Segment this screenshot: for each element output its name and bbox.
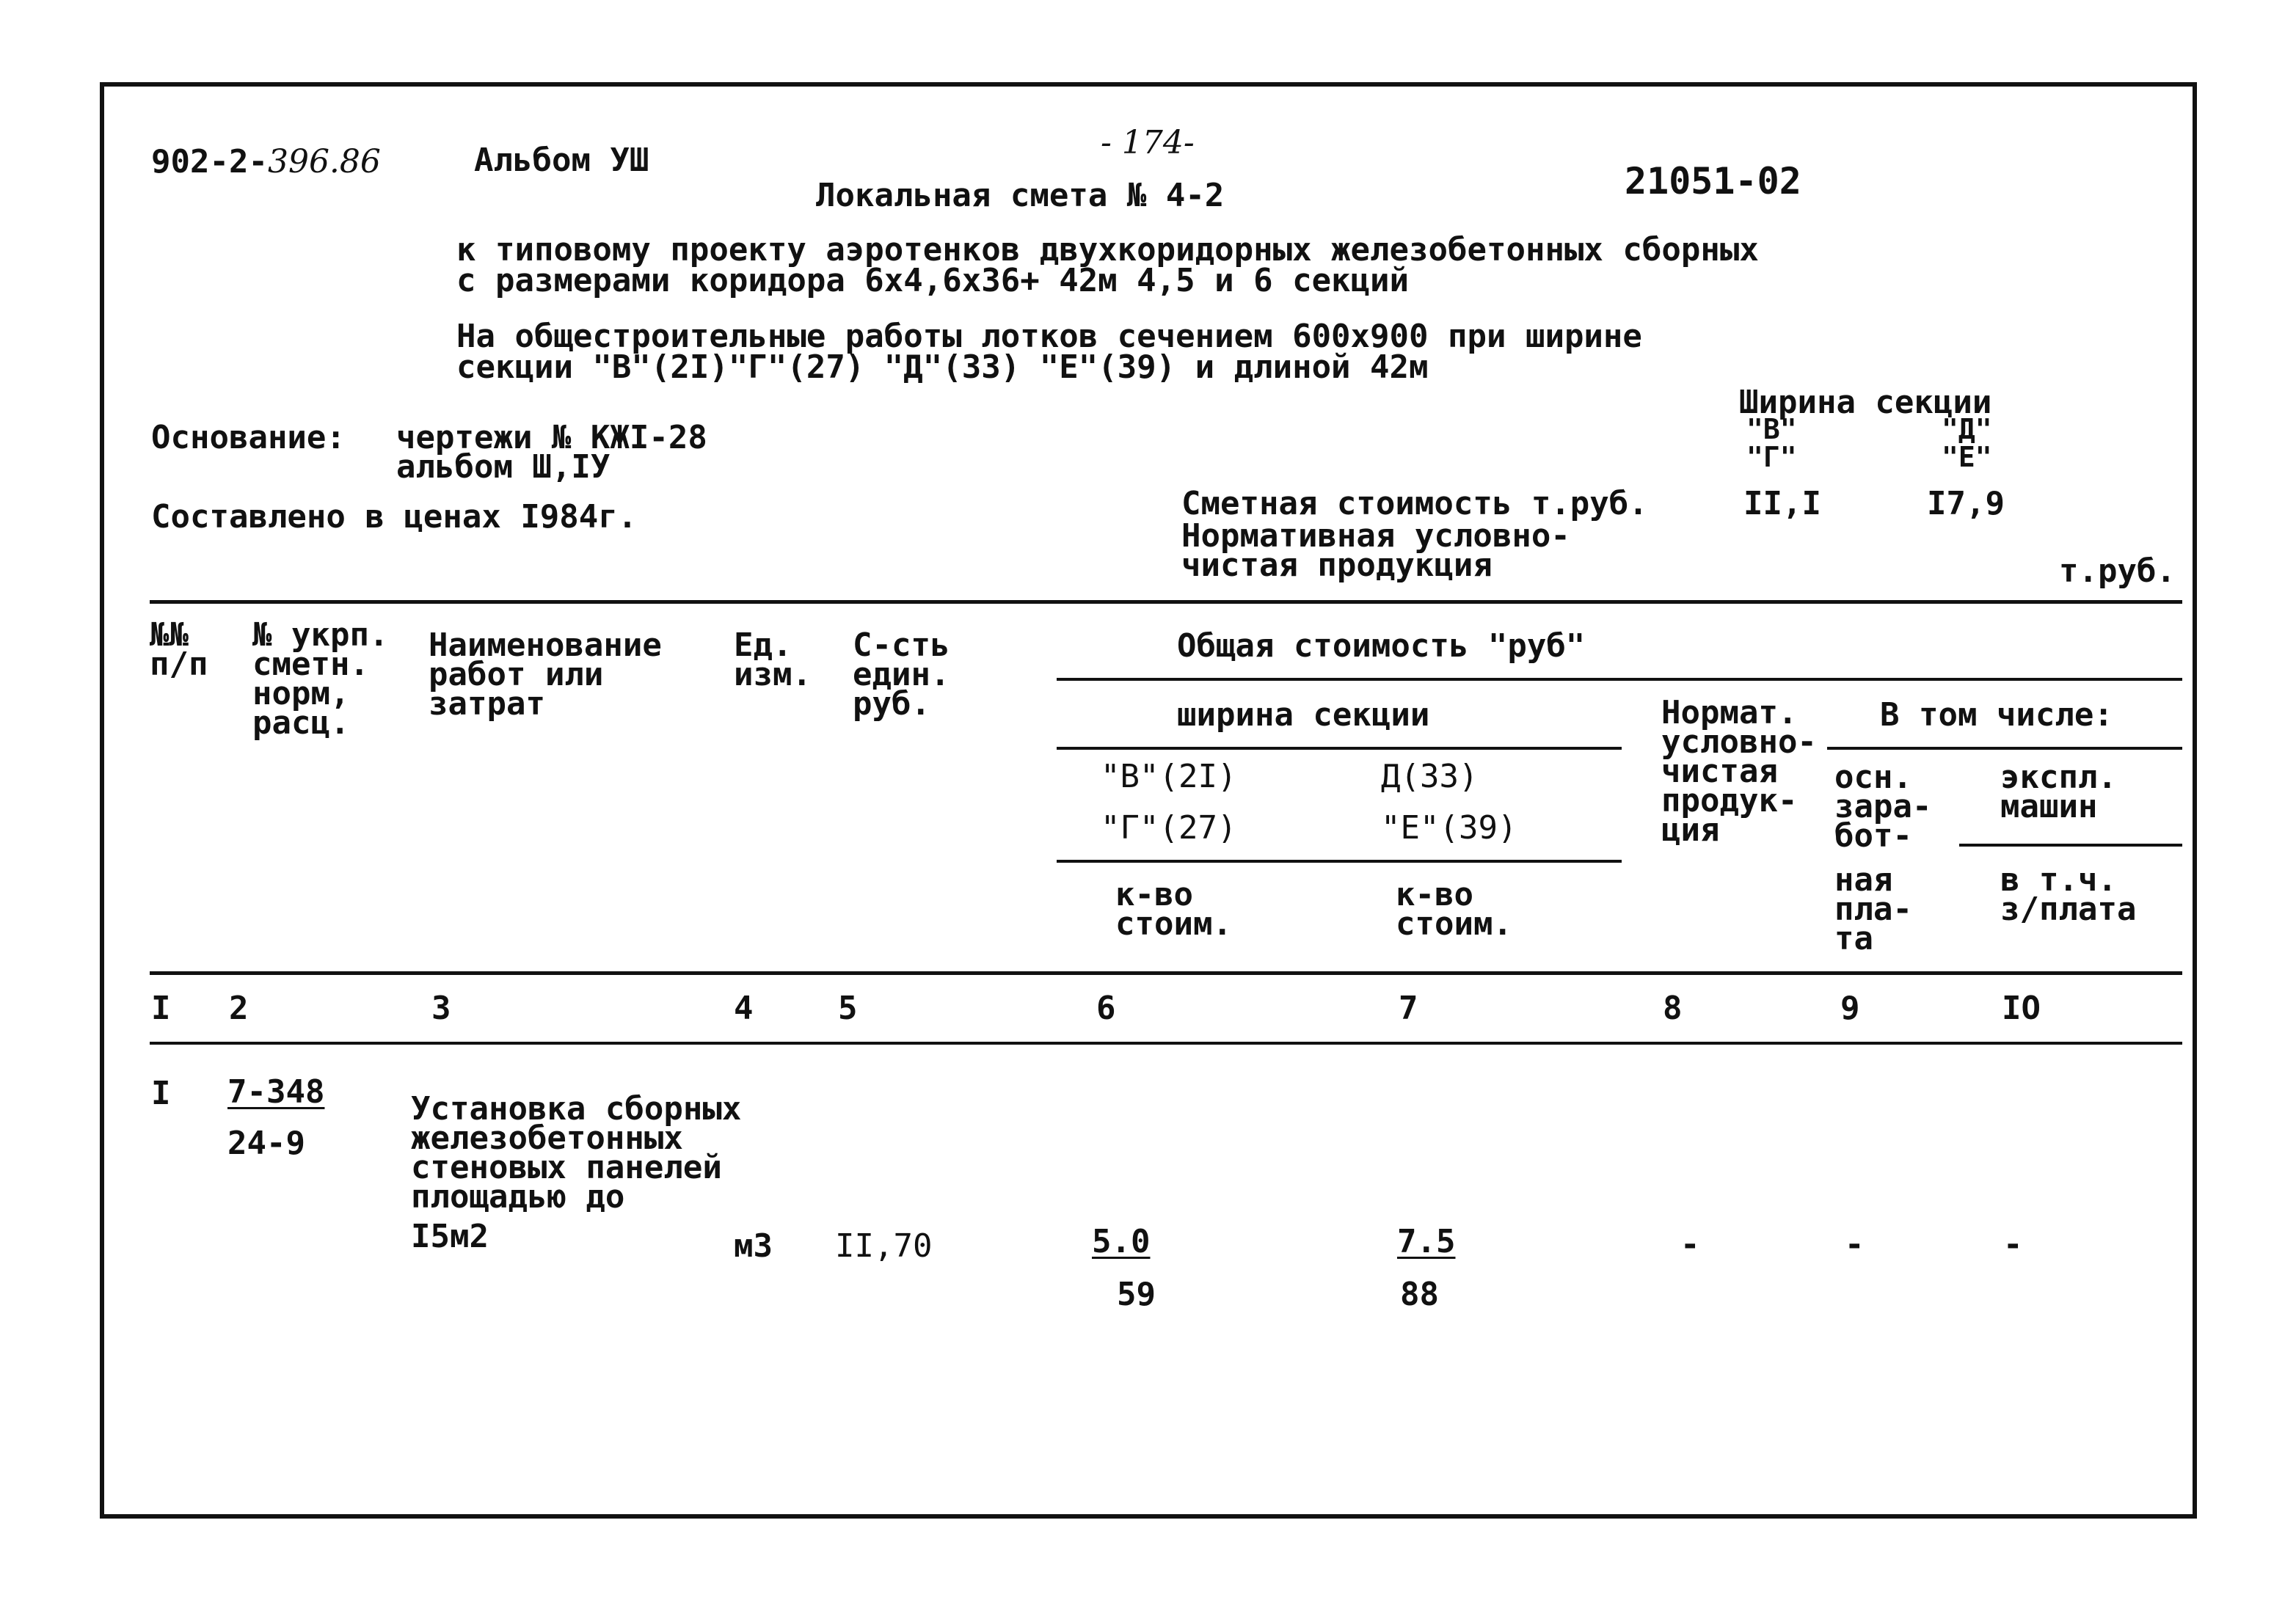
colnum-7: 7 [1399,990,1418,1027]
hdr-c8-3: чистая [1661,753,1778,790]
row-name-1: Установка сборных [411,1090,742,1128]
hdr-c6-qty: к-во [1115,876,1193,913]
machine-rule [1959,844,2182,847]
doc-code: 902-2-396.86 [151,143,381,180]
width-rule [1057,747,1622,750]
row-num: I [151,1075,171,1112]
hdr-name-2: работ или [429,656,604,693]
section-col1-bottom: "Г" [1746,441,1797,473]
hdr-code-3: норм, [252,675,350,712]
basis-value-2: альбом Ш,IУ [396,448,611,486]
hdr-c7-b: "Е"(39) [1381,809,1517,847]
hdr-c6-a: "В"(2I) [1101,758,1237,795]
row-name-4: площадью до [411,1178,625,1216]
row-c8: - [1680,1226,1700,1263]
purpose-line-1: На общестроительные работы лотков сечением 600х900 при ширине [456,318,1642,355]
basis-value-1: чертежи № КЖI-28 [396,419,707,456]
section-col2-bottom: "Е" [1942,441,1992,473]
row-code-top: 7-348 [227,1073,325,1111]
colnum-10: IO [2002,990,2041,1027]
hdr-c6-b: "Г"(27) [1101,809,1237,847]
hdr-c8-1: Нормат. [1661,694,1798,731]
row-unit: м3 [734,1227,773,1265]
hdr-c9-1: осн. [1834,759,1912,796]
hdr-c8-4: продук- [1661,782,1798,819]
hdr-c8-2: условно- [1661,723,1817,761]
unit-thousand-rub: т.руб. [2059,552,2176,590]
section-col2-top: "Д" [1942,413,1992,445]
normative-label-1: Нормативная условно- [1181,517,1570,555]
row-c7-qty: 7.5 [1397,1223,1456,1260]
estimate-title: Локальная смета № 4-2 [816,177,1225,214]
hdr-c9-2: зара- [1834,788,1932,825]
page-number: - 174- [1101,124,1195,161]
colnum-1: I [151,990,171,1027]
sub-rule [1057,860,1622,863]
hdr-c10-4: з/плата [2000,891,2137,928]
row-c6-cost: 59 [1117,1276,1156,1313]
subtitle-line-2: с размерами коридора 6х4,6х36+ 42м 4,5 и 6 секций [456,262,1410,299]
archive-stamp: 21051-02 [1625,160,1801,202]
hdr-c9-5: пла- [1834,891,1912,928]
doc-code-handwritten: 396.86 [267,143,381,180]
hdr-unitcost-3: руб. [853,685,930,723]
hdr-c10-3: в т.ч. [2000,861,2117,899]
colnum-3: 3 [431,990,451,1027]
hdr-num-1: №№ [150,616,189,654]
colnum-9: 9 [1840,990,1860,1027]
colnum-8: 8 [1663,990,1683,1027]
colnum-4: 4 [734,990,754,1027]
hdr-code-1: № укрп. [252,616,389,654]
subtitle-line-1: к типовому проекту аэротенков двухкоридорных железобетонных сборных [456,231,1759,268]
basis-label: Основание: [151,419,346,456]
row-name-3: стеновых панелей [411,1149,722,1186]
hdr-c10-2: машин [2000,788,2098,825]
header-bottom-rule [150,971,2182,975]
row-c6-qty: 5.0 [1092,1223,1151,1260]
table-top-rule [150,600,2182,604]
incl-rule [1827,747,2182,750]
hdr-num-2: п/п [150,646,208,683]
row-name-2: железобетонных [411,1119,683,1157]
estimated-cost-col1: II,I [1743,485,1821,522]
hdr-name-3: затрат [429,685,545,723]
section-width-label: Ширина секции [1739,384,1992,421]
hdr-section-width: ширина секции [1177,696,1430,734]
colnum-5: 5 [838,990,858,1027]
colnum-bottom-rule [150,1042,2182,1045]
hdr-unit-2: изм. [734,656,812,693]
hdr-c9-6: та [1834,920,1873,957]
hdr-c7-qty: к-во [1396,876,1473,913]
hdr-c9-3: бот- [1834,817,1912,855]
row-code-bottom: 24-9 [227,1125,305,1162]
purpose-line-2: секции "В"(2I)"Г"(27) "Д"(33) "Е"(39) и длиной 42м [456,348,1429,386]
hdr-c8-5: ция [1661,811,1720,849]
row-c9: - [1845,1226,1865,1263]
hdr-including: В том числе: [1880,696,2113,734]
hdr-unitcost-1: С-сть [853,626,950,664]
hdr-total-cost: Общая стоимость "руб" [1177,627,1586,665]
estimated-cost-label: Сметная стоимость т.руб. [1181,485,1648,522]
row-c7-cost: 88 [1400,1276,1439,1313]
normative-label-2: чистая продукция [1181,547,1493,584]
total-cost-rule [1057,678,2182,681]
estimated-cost-col2: I7,9 [1927,485,2005,522]
row-name-5: I5м2 [411,1218,489,1255]
hdr-c6-cost: стоим. [1115,905,1232,943]
row-c10: - [2003,1226,2023,1263]
hdr-unitcost-2: един. [853,656,950,693]
hdr-unit-1: Ед. [734,626,792,664]
hdr-code-2: сметн. [252,646,369,683]
colnum-2: 2 [229,990,249,1027]
hdr-code-4: расц. [252,704,350,742]
price-basis: Составлено в ценах I984г. [151,498,638,536]
row-unit-cost: II,70 [835,1227,933,1265]
hdr-c9-4: ная [1834,861,1893,899]
colnum-6: 6 [1096,990,1116,1027]
hdr-c7-cost: стоим. [1396,905,1512,943]
album-label: Альбом УШ [474,142,649,179]
hdr-name-1: Наименование [429,626,662,664]
hdr-c10-1: экспл. [2000,759,2117,796]
section-col1-top: "В" [1746,413,1797,445]
hdr-c7-a: Д(33) [1381,758,1479,795]
